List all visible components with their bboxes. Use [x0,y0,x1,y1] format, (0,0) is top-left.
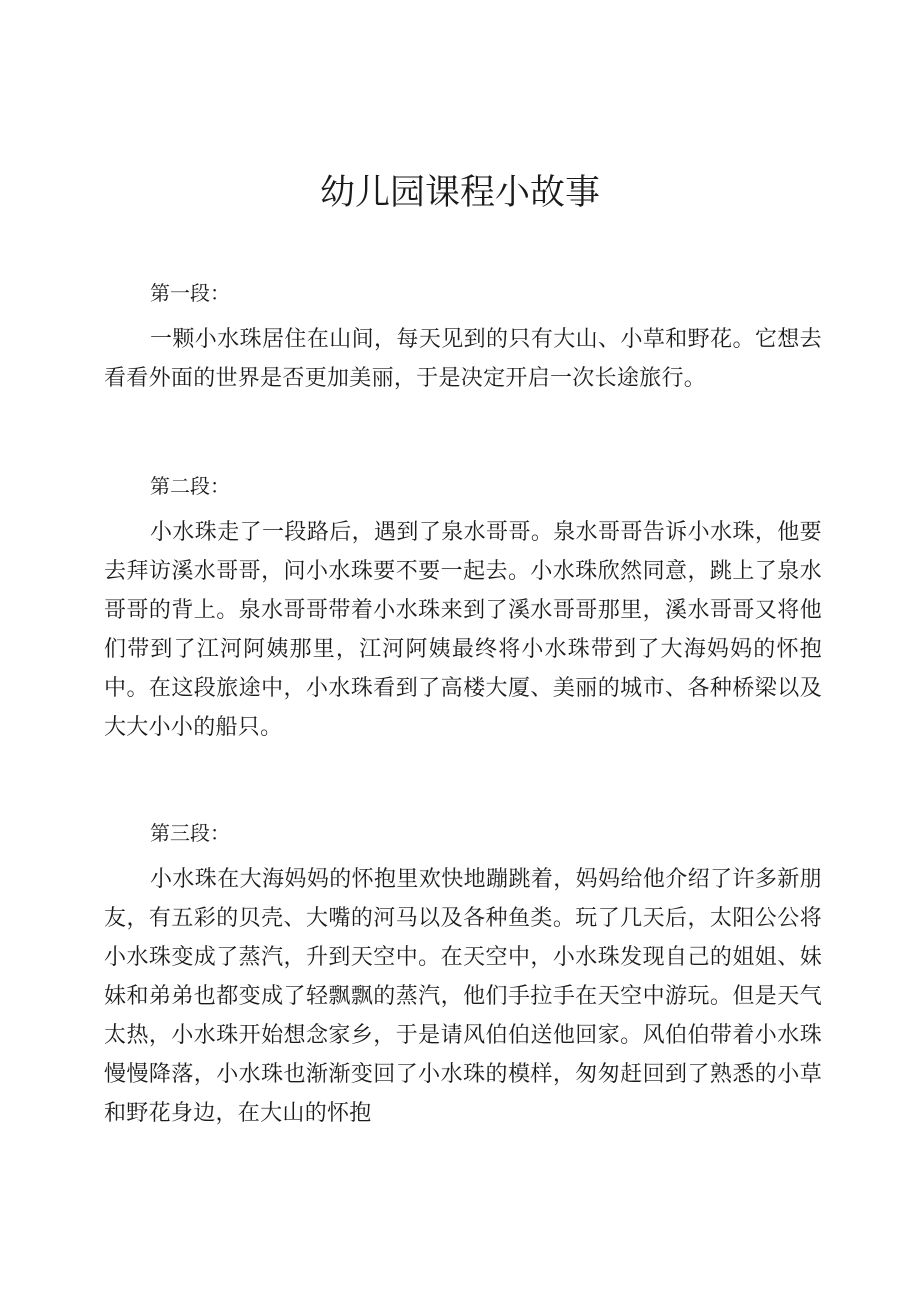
section-paragraph: 小水珠在大海妈妈的怀抱里欢快地蹦跳着，妈妈给他介绍了许多新朋友，有五彩的贝壳、大嘴的河马以及各种鱼类。玩了几天后，太阳公公将小水珠变成了蒸汽，升到天空中。在天空中，小水珠发现自己的姐姐、妹妹和弟弟也都变成了轻飘飘的蒸汽，他们手拉手在天空中游玩。但是天气太热，小水珠开始想念家乡，于是请风伯伯送他回家。风伯伯带着小水珠慢慢降落，小水珠也渐渐变回了小水珠的模样，匆匆赶回到了熟悉的小草和野花身边，在大山的怀抱 [104,867,822,1126]
section-3 [104,815,822,1133]
section-heading: 第二段： [150,474,230,498]
document-body [104,275,822,1133]
section-2 [104,468,822,747]
section-paragraph: 小水珠走了一段路后，遇到了泉水哥哥。泉水哥哥告诉小水珠，他要去拜访溪水哥哥，问小水珠要不要一起去。小水珠欣然同意，跳上了泉水哥哥的背上。泉水哥哥带着小水珠来到了溪水哥哥那里，溪水哥哥又将他们带到了江河阿姨那里，江河阿姨最终将小水珠带到了大海妈妈的怀抱中。在这段旅途中，小水珠看到了高楼大厦、美丽的城市、各种桥梁以及大大小小的船只。 [104,520,822,740]
section-heading: 第三段： [150,821,230,845]
section-1 [104,275,822,398]
document-title: 幼儿园课程小故事 [319,173,600,213]
section-heading: 第一段： [150,281,230,305]
section-paragraph: 一颗小水珠居住在山间，每天见到的只有大山、小草和野花。它想去看看外面的世界是否更加美丽，于是决定开启一次长途旅行。 [104,327,822,391]
